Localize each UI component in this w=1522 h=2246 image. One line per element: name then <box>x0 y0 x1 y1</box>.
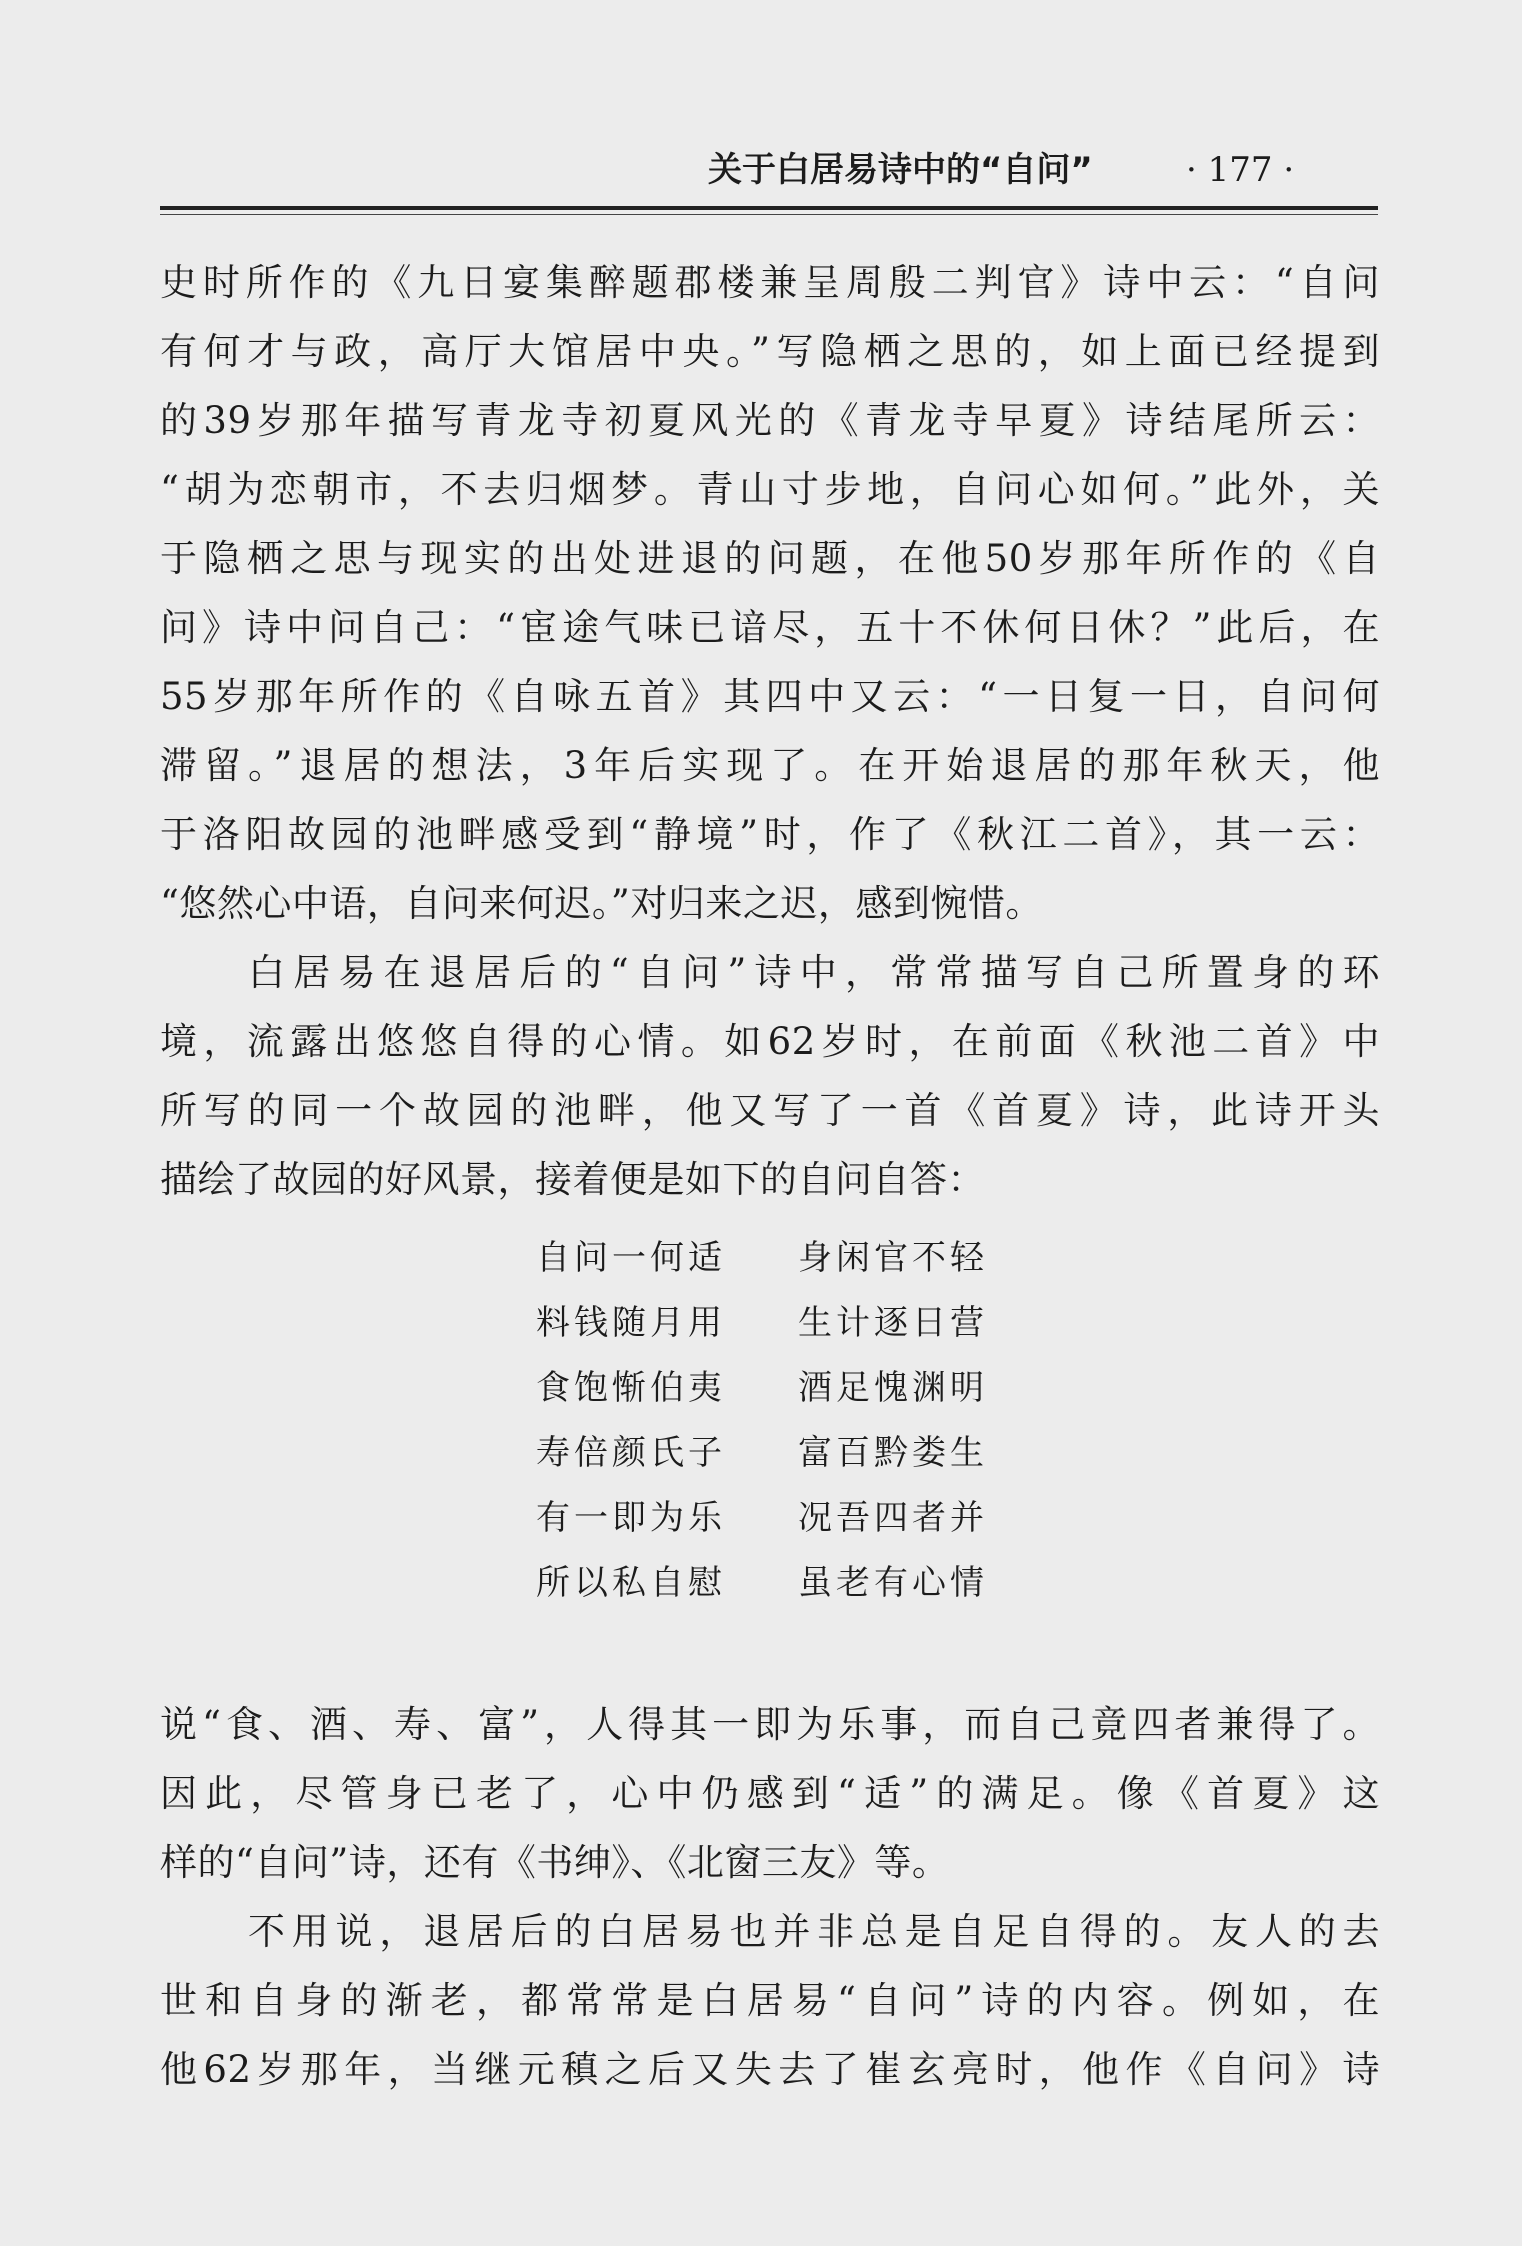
poem-hemistich: 自问一何适 <box>536 1238 726 1278</box>
text-line: 不用说，退居后的白居易也并非总是自足自得的。友人的去 <box>248 1910 1380 1953</box>
text-line: 境，流露出悠悠自得的心情。如62岁时，在前面《秋池二首》中 <box>160 1020 1380 1063</box>
page-number: · 177 · <box>1186 150 1295 190</box>
poem-line <box>536 1226 1036 1291</box>
text-line: 样的“自问”诗，还有《书绅》、《北窗三友》等。 <box>160 1841 950 1884</box>
running-head <box>708 146 1338 194</box>
poem-hemistich: 富百黔娄生 <box>798 1433 988 1473</box>
poem-hemistich: 身闲官不轻 <box>798 1238 988 1278</box>
poem-line <box>536 1551 1036 1616</box>
poem-hemistich: 食饱惭伯夷 <box>536 1368 726 1408</box>
poem-line <box>536 1291 1036 1356</box>
text-line: 史时所作的《九日宴集醉题郡楼兼呈周殷二判官》诗中云：“自问 <box>160 261 1380 304</box>
poem-hemistich: 况吾四者并 <box>798 1498 988 1538</box>
header-rule-thick <box>160 206 1378 210</box>
text-line: 滞留。”退居的想法，3年后实现了。在开始退居的那年秋天，他 <box>160 744 1380 787</box>
body-text-bottom <box>160 1690 1380 2104</box>
text-line: 55岁那年所作的《自咏五首》其四中又云：“一日复一日，自问何 <box>160 675 1380 718</box>
body-text-top <box>160 248 1380 1214</box>
text-line: 于洛阳故园的池畔感受到“静境”时，作了《秋江二首》，其一云： <box>160 813 1380 856</box>
text-line: 世和自身的渐老，都常常是白居易“自问”诗的内容。例如，在 <box>160 1979 1380 2022</box>
text-line: 他62岁那年，当继元稹之后又失去了崔玄亮时，他作《自问》诗 <box>160 2048 1380 2091</box>
header-rule-thin <box>160 214 1378 215</box>
text-line: 有何才与政，高厅大馆居中央。”写隐栖之思的，如上面已经提到 <box>160 330 1380 373</box>
text-line: 白居易在退居后的“自问”诗中，常常描写自己所置身的环 <box>248 951 1380 994</box>
poem-line <box>536 1421 1036 1486</box>
poem-line <box>536 1486 1036 1551</box>
text-line: “悠然心中语，自问来何迟。”对归来之迟，感到惋惜。 <box>160 882 1043 925</box>
text-line: 描绘了故园的好风景，接着便是如下的自问自答： <box>160 1158 985 1201</box>
poem-hemistich: 有一即为乐 <box>536 1498 726 1538</box>
poem-hemistich: 寿倍颜氏子 <box>536 1433 726 1473</box>
text-line: 的39岁那年描写青龙寺初夏风光的《青龙寺早夏》诗结尾所云： <box>160 399 1380 442</box>
poem-hemistich: 酒足愧渊明 <box>798 1368 988 1408</box>
poem-hemistich: 生计逐日营 <box>798 1303 988 1343</box>
text-line: 问》诗中问自己：“宦途气味已谙尽，五十不休何日休？”此后，在 <box>160 606 1380 649</box>
text-line: “胡为恋朝市，不去归烟梦。青山寸步地，自问心如何。”此外，关 <box>160 468 1380 511</box>
chapter-title: 关于白居易诗中的“自问” <box>708 150 1093 190</box>
poem-line <box>536 1356 1036 1421</box>
poem-hemistich: 料钱随月用 <box>536 1303 726 1343</box>
poem-block <box>536 1226 1036 1616</box>
poem-hemistich: 虽老有心情 <box>798 1563 988 1603</box>
poem-hemistich: 所以私自慰 <box>536 1563 726 1603</box>
text-line: 所写的同一个故园的池畔，他又写了一首《首夏》诗，此诗开头 <box>160 1089 1380 1132</box>
text-line: 说“食、酒、寿、富”，人得其一即为乐事，而自己竟四者兼得了。 <box>160 1703 1380 1746</box>
text-line: 于隐栖之思与现实的出处进退的问题，在他50岁那年所作的《自 <box>160 537 1380 580</box>
text-line: 因此，尽管身已老了，心中仍感到“适”的满足。像《首夏》这 <box>160 1772 1380 1815</box>
